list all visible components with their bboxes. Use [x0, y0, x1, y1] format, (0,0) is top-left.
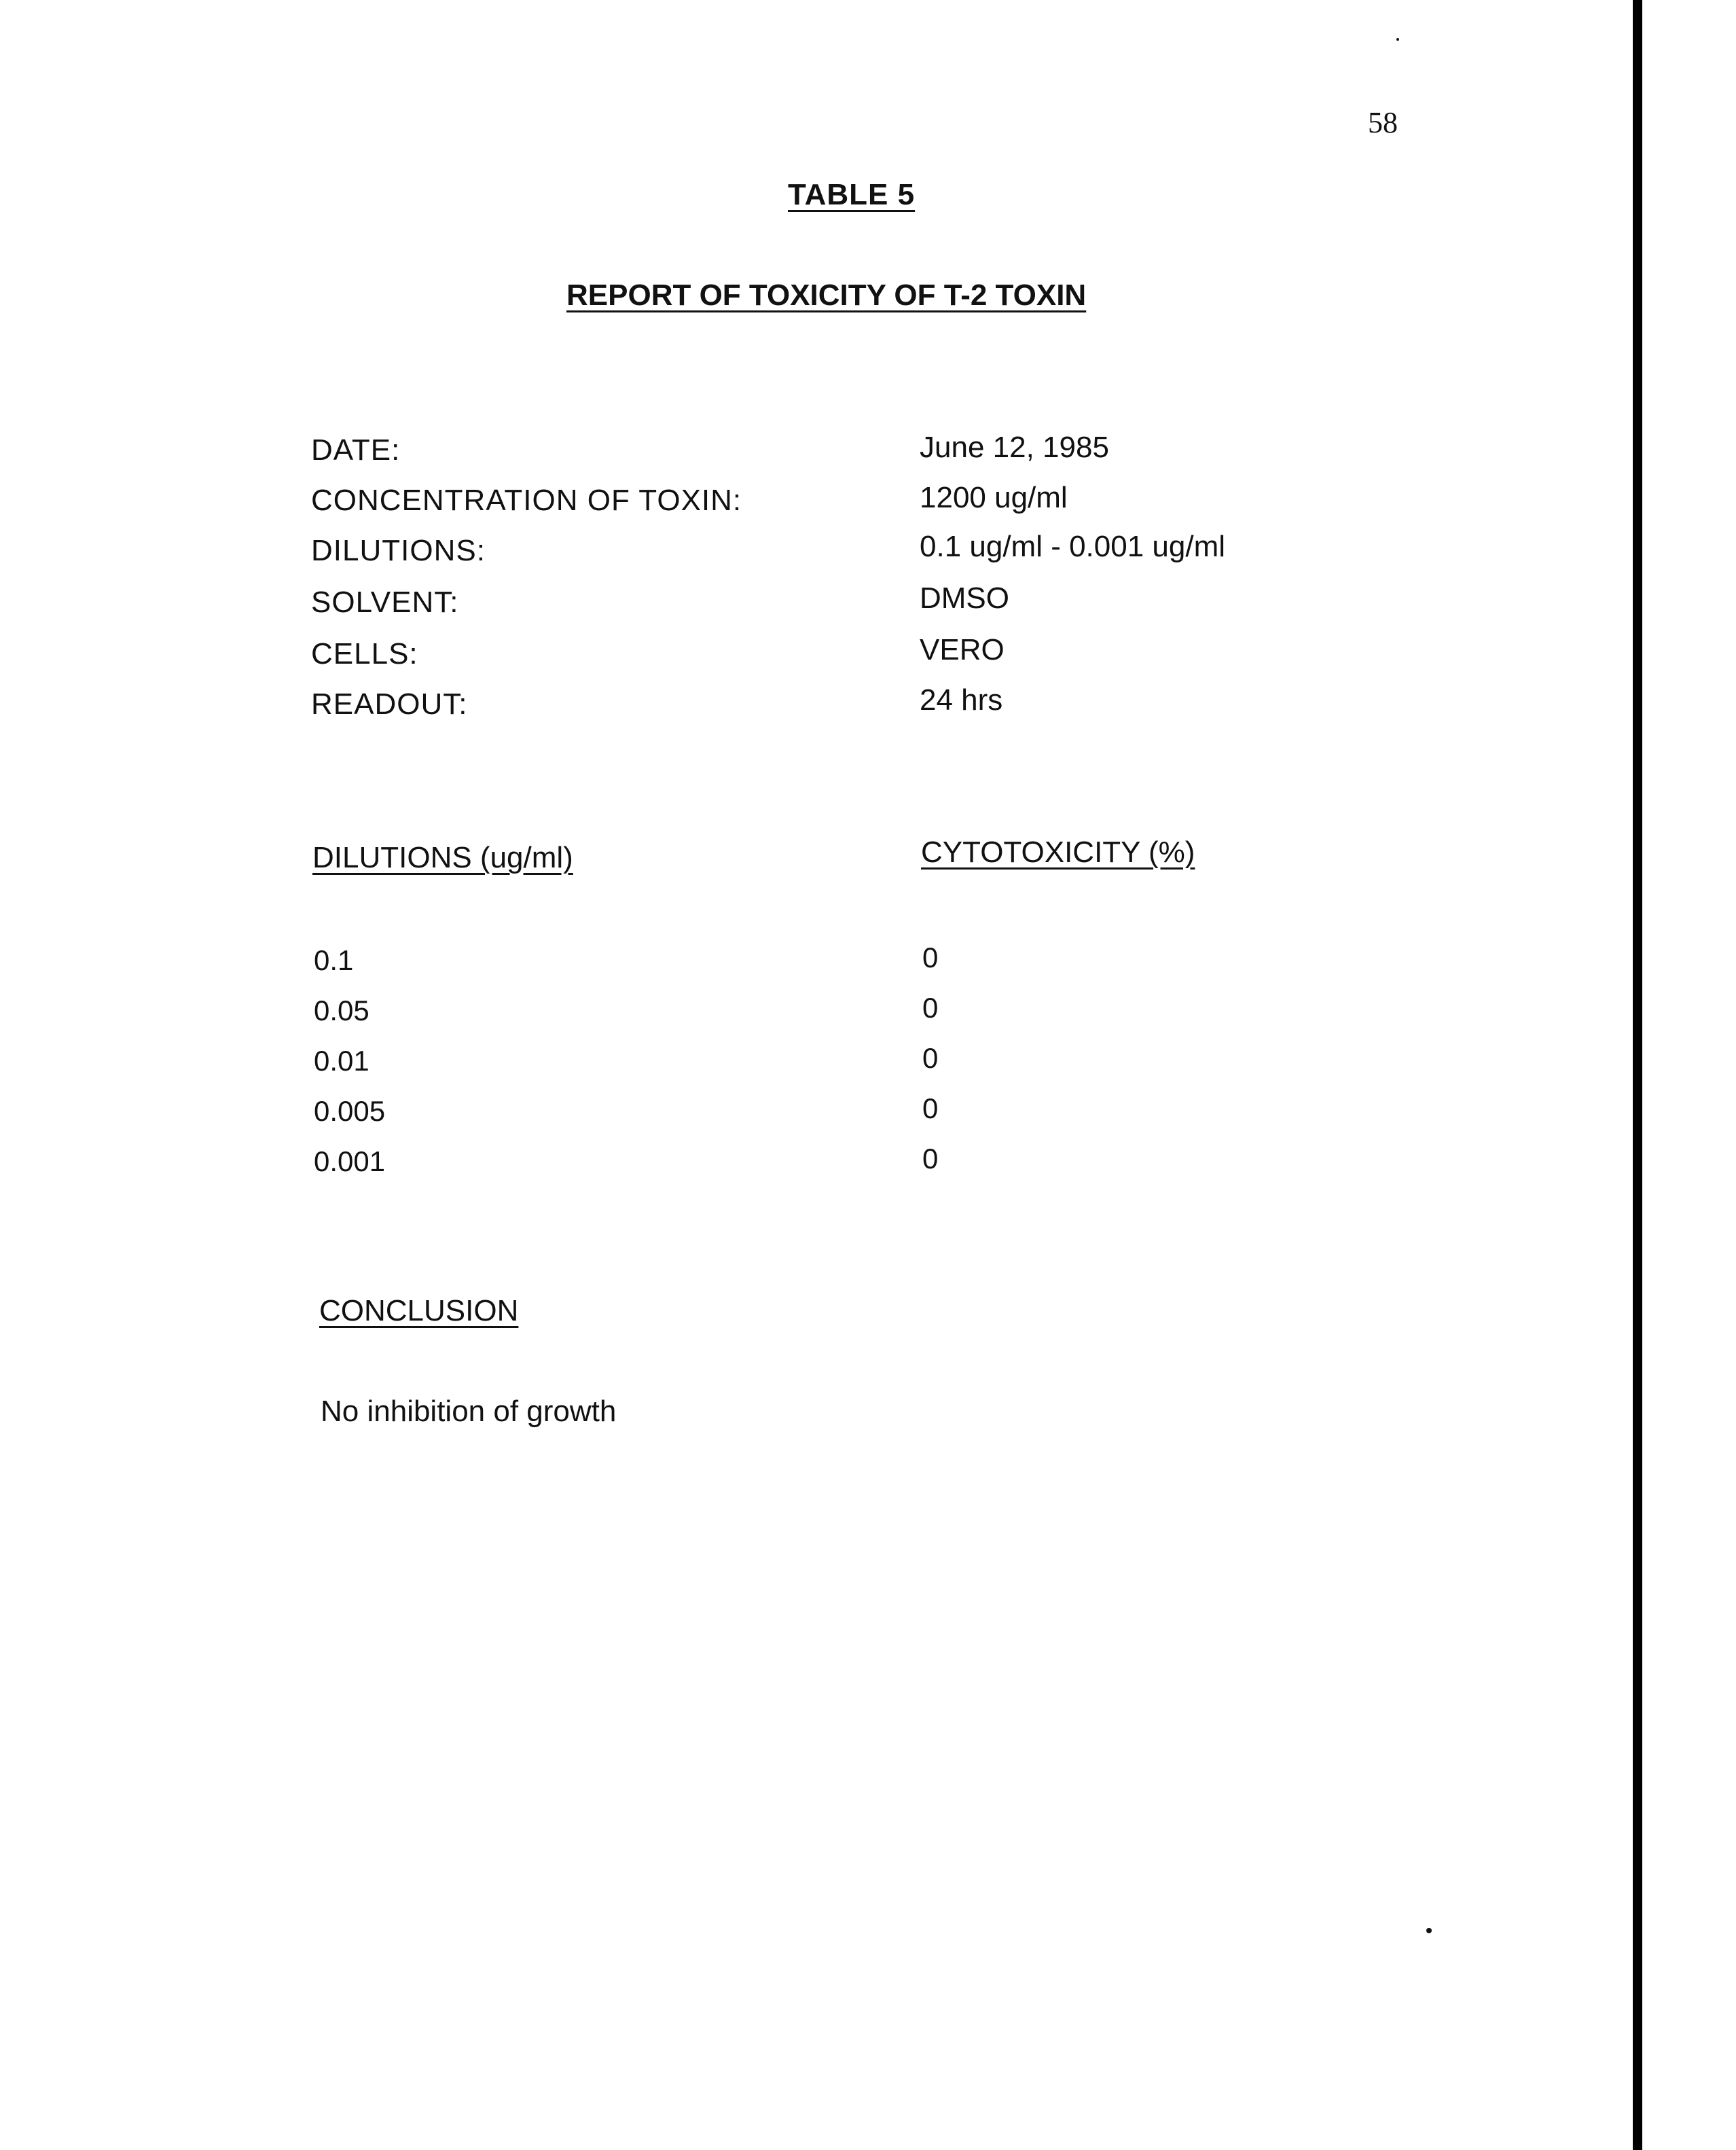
dilutions-label: DILUTIONS: — [311, 534, 486, 567]
readout-value: 24 hrs — [920, 683, 1003, 717]
dilutions-value: 0.1 ug/ml - 0.001 ug/ml — [920, 530, 1226, 563]
dilutions-column-header: DILUTIONS (ug/ml) — [312, 841, 573, 874]
date-value: June 12, 1985 — [920, 431, 1109, 464]
concentration-value: 1200 ug/ml — [920, 481, 1068, 514]
dilution-cell: 0.01 — [314, 1045, 369, 1077]
cells-label: CELLS: — [311, 637, 418, 670]
page-number: 58 — [1368, 106, 1398, 139]
cytotoxicity-cell: 0 — [922, 1143, 939, 1175]
cytotoxicity-column-header: CYTOTOXICITY (%) — [921, 836, 1195, 869]
scan-speck — [1426, 1928, 1432, 1933]
solvent-value: DMSO — [920, 581, 1009, 615]
cytotoxicity-cell: 0 — [922, 1042, 939, 1074]
report-title: REPORT OF TOXICITY OF T-2 TOXIN — [566, 279, 1087, 312]
dilution-cell: 0.001 — [314, 1145, 386, 1177]
cells-value: VERO — [920, 633, 1005, 666]
scan-edge-bar — [1633, 0, 1642, 2150]
concentration-label: CONCENTRATION OF TOXIN: — [311, 484, 742, 517]
readout-label: READOUT: — [311, 687, 468, 721]
cytotoxicity-cell: 0 — [922, 1092, 939, 1124]
conclusion-text: No inhibition of growth — [321, 1395, 617, 1428]
dilution-cell: 0.05 — [314, 995, 369, 1026]
conclusion-heading: CONCLUSION — [319, 1294, 519, 1327]
table-label: TABLE 5 — [788, 178, 916, 211]
cytotoxicity-cell: 0 — [922, 992, 939, 1024]
dilution-cell: 0.1 — [314, 944, 354, 976]
cytotoxicity-cell: 0 — [922, 942, 939, 973]
solvent-label: SOLVENT: — [311, 586, 459, 619]
date-label: DATE: — [311, 433, 401, 467]
dilution-cell: 0.005 — [314, 1095, 386, 1127]
scan-speck — [1396, 38, 1399, 41]
